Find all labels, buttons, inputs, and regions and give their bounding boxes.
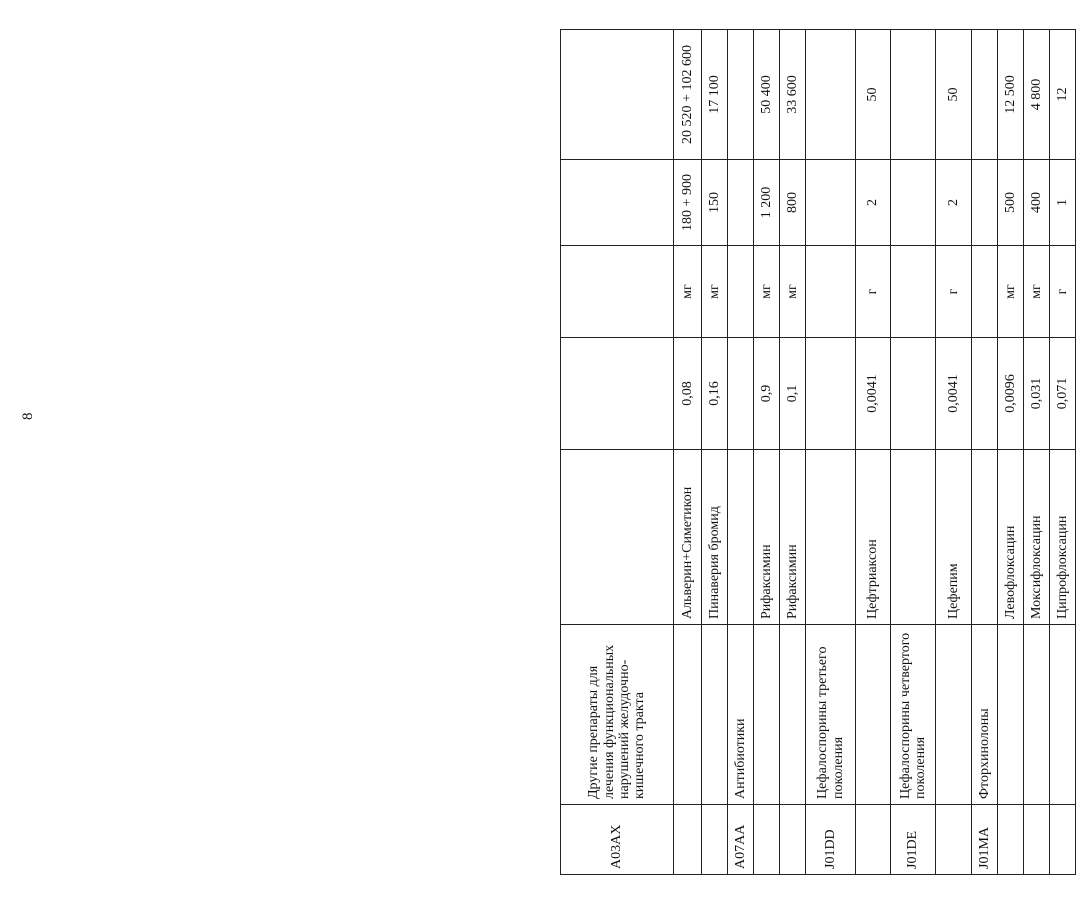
code-cell: J01DD xyxy=(806,805,856,875)
code-cell xyxy=(1050,805,1076,875)
course-dose-cell: 50 400 xyxy=(754,30,780,160)
course-dose-cell: 50 xyxy=(856,30,891,160)
code-cell xyxy=(856,805,891,875)
code-cell xyxy=(780,805,806,875)
course-dose-cell: 50 xyxy=(936,30,972,160)
frequency-cell: 0,031 xyxy=(1024,338,1050,450)
group-cell xyxy=(998,625,1024,805)
course-dose-cell xyxy=(806,30,856,160)
frequency-cell: 0,08 xyxy=(674,338,702,450)
unit-cell xyxy=(972,246,998,338)
course-dose-cell: 20 520 + 102 600 xyxy=(674,30,702,160)
group-cell xyxy=(1024,625,1050,805)
group-cell: Фторхинолоны xyxy=(972,625,998,805)
frequency-cell: 0,0041 xyxy=(936,338,972,450)
drug-name-cell xyxy=(806,450,856,625)
unit-cell: г xyxy=(936,246,972,338)
daily-dose-cell: 800 xyxy=(780,160,806,246)
drug-name-cell: Альверин+Симетикон xyxy=(674,450,702,625)
daily-dose-cell: 1 xyxy=(1050,160,1076,246)
table-row xyxy=(702,30,728,875)
unit-cell: г xyxy=(856,246,891,338)
daily-dose-cell xyxy=(891,160,936,246)
drug-name-cell: Рифаксимин xyxy=(754,450,780,625)
course-dose-cell xyxy=(891,30,936,160)
unit-cell: мг xyxy=(674,246,702,338)
frequency-cell: 0,071 xyxy=(1050,338,1076,450)
drug-name-cell: Цефтриаксон xyxy=(856,450,891,625)
daily-dose-cell: 150 xyxy=(702,160,728,246)
daily-dose-cell: 1 200 xyxy=(754,160,780,246)
group-cell xyxy=(1050,625,1076,805)
drug-name-cell: Моксифлоксацин xyxy=(1024,450,1050,625)
table-row xyxy=(1050,30,1076,875)
code-cell: A03AX xyxy=(561,805,674,875)
page-number: 8 xyxy=(20,412,36,420)
code-cell xyxy=(754,805,780,875)
frequency-cell xyxy=(891,338,936,450)
table-row xyxy=(806,30,856,875)
drug-name-cell: Рифаксимин xyxy=(780,450,806,625)
frequency-cell: 0,9 xyxy=(754,338,780,450)
unit-cell: мг xyxy=(754,246,780,338)
unit-cell: мг xyxy=(1024,246,1050,338)
frequency-cell: 0,16 xyxy=(702,338,728,450)
course-dose-cell xyxy=(972,30,998,160)
unit-cell: г xyxy=(1050,246,1076,338)
daily-dose-cell xyxy=(728,160,754,246)
course-dose-cell xyxy=(728,30,754,160)
course-dose-cell: 33 600 xyxy=(780,30,806,160)
unit-cell: мг xyxy=(780,246,806,338)
daily-dose-cell: 400 xyxy=(1024,160,1050,246)
daily-dose-cell: 180 + 900 xyxy=(674,160,702,246)
frequency-cell: 0,0096 xyxy=(998,338,1024,450)
unit-cell: мг xyxy=(702,246,728,338)
table-row xyxy=(561,30,674,875)
code-cell: A07AA xyxy=(728,805,754,875)
table-row xyxy=(936,30,972,875)
group-cell: Антибиотики xyxy=(728,625,754,805)
daily-dose-cell: 2 xyxy=(936,160,972,246)
code-cell xyxy=(702,805,728,875)
table-row xyxy=(998,30,1024,875)
unit-cell xyxy=(806,246,856,338)
drug-name-cell: Пинаверия бромид xyxy=(702,450,728,625)
frequency-cell xyxy=(806,338,856,450)
table-row xyxy=(728,30,754,875)
group-cell: Цефалоспорины третьего поколения xyxy=(806,625,856,805)
code-cell xyxy=(936,805,972,875)
drug-name-cell: Левофлоксацин xyxy=(998,450,1024,625)
code-cell xyxy=(1024,805,1050,875)
code-cell xyxy=(674,805,702,875)
code-cell: J01DE xyxy=(891,805,936,875)
drug-name-cell xyxy=(891,450,936,625)
frequency-cell: 0,0041 xyxy=(856,338,891,450)
group-cell xyxy=(674,625,702,805)
course-dose-cell: 12 xyxy=(1050,30,1076,160)
group-cell: Другие препараты для лечения функциональных нарушений желудочно-кишечного тракта xyxy=(561,625,674,805)
unit-cell xyxy=(728,246,754,338)
group-cell xyxy=(936,625,972,805)
frequency-cell xyxy=(972,338,998,450)
group-cell xyxy=(702,625,728,805)
group-cell xyxy=(780,625,806,805)
group-cell: Цефалоспорины четвертого поколения xyxy=(891,625,936,805)
course-dose-cell: 17 100 xyxy=(702,30,728,160)
table-body xyxy=(561,30,1076,875)
unit-cell xyxy=(561,246,674,338)
drug-name-cell: Ципрофлоксацин xyxy=(1050,450,1076,625)
drug-name-cell xyxy=(561,450,674,625)
code-cell: J01MA xyxy=(972,805,998,875)
rotated-table-wrapper xyxy=(560,30,1070,875)
table-row xyxy=(856,30,891,875)
frequency-cell xyxy=(728,338,754,450)
drug-name-cell xyxy=(972,450,998,625)
unit-cell xyxy=(891,246,936,338)
drug-name-cell xyxy=(728,450,754,625)
daily-dose-cell xyxy=(561,160,674,246)
code-cell xyxy=(998,805,1024,875)
unit-cell: мг xyxy=(998,246,1024,338)
table-row xyxy=(754,30,780,875)
daily-dose-cell xyxy=(806,160,856,246)
table-row xyxy=(674,30,702,875)
table-row xyxy=(891,30,936,875)
group-cell xyxy=(856,625,891,805)
daily-dose-cell xyxy=(972,160,998,246)
drug-name-cell: Цефепим xyxy=(936,450,972,625)
group-cell xyxy=(754,625,780,805)
drug-table xyxy=(560,29,1076,875)
course-dose-cell: 4 800 xyxy=(1024,30,1050,160)
frequency-cell: 0,1 xyxy=(780,338,806,450)
table-row xyxy=(780,30,806,875)
course-dose-cell: 12 500 xyxy=(998,30,1024,160)
frequency-cell xyxy=(561,338,674,450)
table-row xyxy=(1024,30,1050,875)
course-dose-cell xyxy=(561,30,674,160)
table-row xyxy=(972,30,998,875)
daily-dose-cell: 2 xyxy=(856,160,891,246)
daily-dose-cell: 500 xyxy=(998,160,1024,246)
